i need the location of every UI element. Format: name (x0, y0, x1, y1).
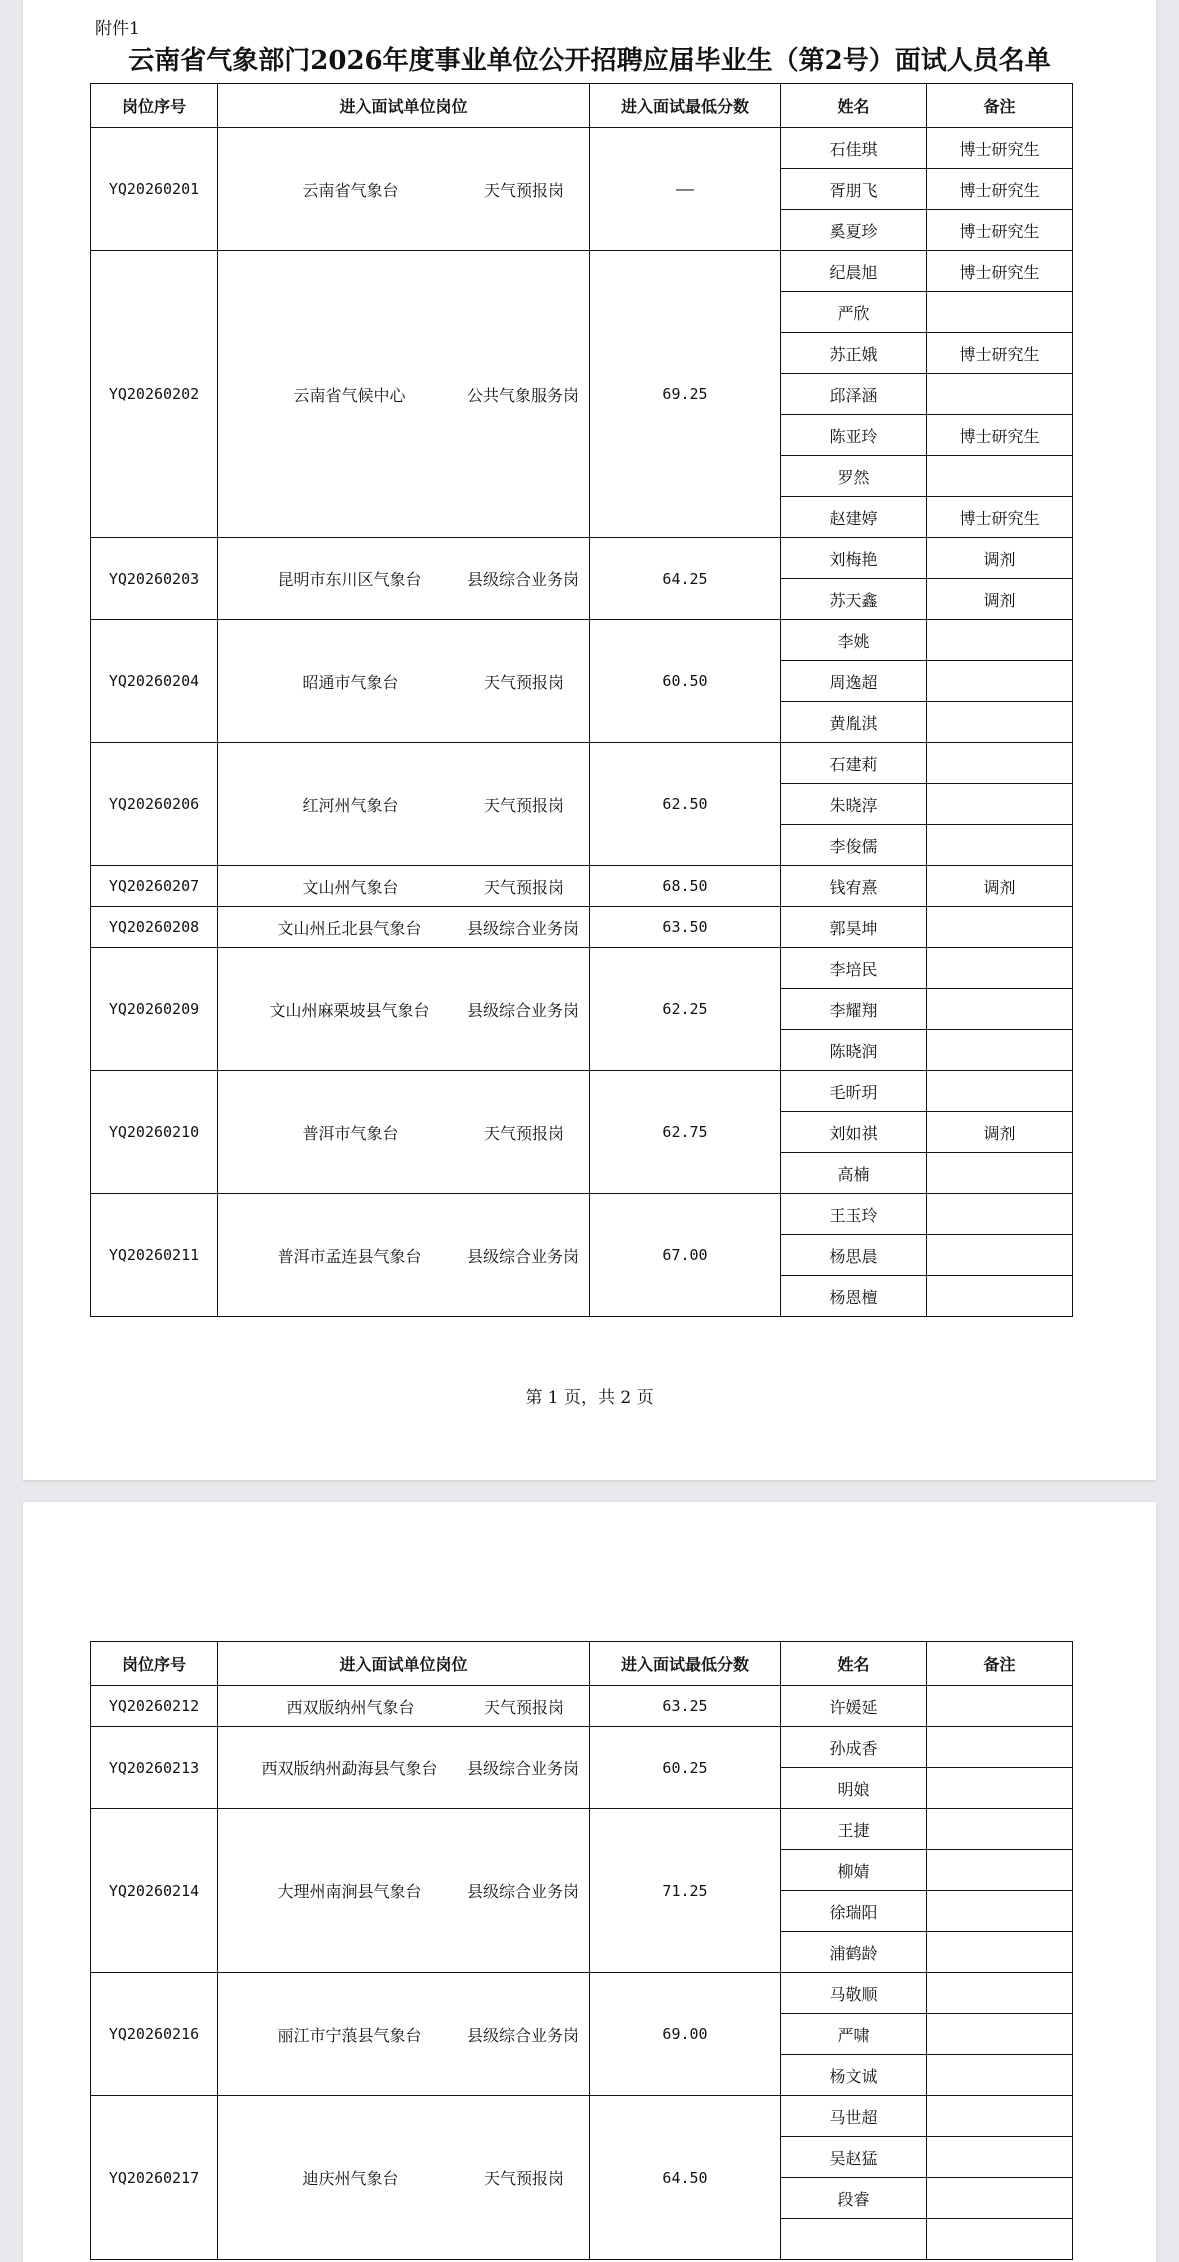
candidate-name: 吴赵猛 (781, 2137, 927, 2178)
min-score-cell: 64.50 (590, 2096, 781, 2260)
candidate-name: 郭昊坤 (781, 907, 927, 948)
position-name: 县级综合业务岗 (466, 570, 579, 589)
position-name: 县级综合业务岗 (466, 1000, 579, 1020)
candidate-name: 钱宥熹 (781, 866, 927, 907)
candidate-note (927, 292, 1073, 333)
candidate-note (927, 907, 1073, 948)
candidate-name: 明娘 (781, 1768, 927, 1809)
candidate-name: 朱晓淳 (781, 784, 927, 825)
post-code-cell: YQ20260213 (91, 1727, 218, 1809)
table-row (91, 907, 1073, 948)
min-score-cell: 63.25 (590, 1686, 781, 1727)
candidate-name: 王捷 (781, 1809, 927, 1850)
post-code-cell: YQ20260210 (91, 1071, 218, 1194)
candidate-note (927, 2178, 1073, 2219)
post-code-cell: YQ20260204 (91, 620, 218, 743)
candidate-note: 调剂 (927, 538, 1073, 579)
post-code-cell: YQ20260212 (91, 1686, 218, 1727)
min-score-cell: 67.00 (590, 1194, 781, 1317)
candidate-name: 苏天鑫 (781, 579, 927, 620)
candidate-note: 博士研究生 (927, 128, 1073, 169)
position-name: 天气预报岗 (483, 1123, 564, 1143)
post-code-cell: YQ20260202 (91, 251, 218, 538)
header-post-code: 岗位序号 (91, 1642, 218, 1686)
table-row (91, 2096, 1073, 2137)
unit-position-wrap (218, 1244, 589, 1267)
unit-position-cell (218, 866, 590, 907)
unit-name: 文山州气象台 (302, 877, 399, 897)
candidate-name: 杨文诚 (781, 2055, 927, 2096)
unit-name: 西双版纳州气象台 (286, 1697, 415, 1717)
min-score-cell: 69.00 (590, 1973, 781, 2096)
candidate-name: 柳婧 (781, 1850, 927, 1891)
post-code-cell: YQ20260207 (91, 866, 218, 907)
candidate-note (927, 661, 1073, 702)
position-name: 县级综合业务岗 (466, 1246, 579, 1266)
table-body (91, 128, 1073, 1317)
document-page-1 (23, 0, 1156, 1480)
candidate-note (927, 1686, 1073, 1727)
table-header-row (91, 84, 1073, 128)
table-row (91, 620, 1073, 661)
header-post-code: 岗位序号 (91, 84, 218, 128)
header-name: 姓名 (781, 84, 927, 128)
candidate-note (927, 1153, 1073, 1194)
unit-name: 红河州气象台 (302, 795, 399, 815)
candidate-name: 石建莉 (781, 743, 927, 784)
candidate-note: 博士研究生 (927, 210, 1073, 251)
unit-position-cell (218, 1071, 590, 1194)
candidate-name: 李培民 (781, 948, 927, 989)
candidate-note (927, 1891, 1073, 1932)
candidate-name: 徐瑞阳 (781, 1891, 927, 1932)
table-row (91, 251, 1073, 292)
table-row (91, 1973, 1073, 2014)
unit-position-cell (218, 1727, 590, 1809)
candidate-note (927, 1194, 1073, 1235)
header-unit-position: 进入面试单位岗位 (218, 84, 590, 128)
candidate-note: 博士研究生 (927, 497, 1073, 538)
candidate-name: 周逸超 (781, 661, 927, 702)
unit-name: 丽江市宁蒗县气象台 (277, 2025, 422, 2045)
unit-position-wrap (218, 383, 589, 406)
position-name: 天气预报岗 (483, 2169, 564, 2188)
post-code-cell: YQ20260203 (91, 538, 218, 620)
interview-table-page-2 (90, 1641, 1073, 2260)
candidate-name: 王玉玲 (781, 1194, 927, 1235)
table-body (91, 1686, 1073, 2260)
unit-position-wrap (218, 916, 589, 939)
post-code-cell: YQ20260201 (91, 128, 218, 251)
document-title: 云南省气象部门2026年度事业单位公开招聘应届毕业生（第2号）面试人员名单 (128, 46, 1051, 76)
unit-position-cell (218, 620, 590, 743)
header-min-score: 进入面试最低分数 (590, 1642, 781, 1686)
unit-position-wrap (218, 178, 589, 201)
post-code-cell: YQ20260209 (91, 948, 218, 1071)
position-name: 县级综合业务岗 (466, 1759, 579, 1778)
candidate-name: 李耀翔 (781, 989, 927, 1030)
header-name: 姓名 (781, 1642, 927, 1686)
candidate-note (927, 948, 1073, 989)
candidate-note (927, 2219, 1073, 2260)
table-row (91, 948, 1073, 989)
candidate-name: 段睿 (781, 2178, 927, 2219)
table-header-row (91, 1642, 1073, 1686)
candidate-name: 杨思晨 (781, 1235, 927, 1276)
table-row (91, 128, 1073, 169)
position-name: 县级综合业务岗 (466, 1882, 579, 1901)
candidate-note (927, 743, 1073, 784)
candidate-name: 黄胤淇 (781, 702, 927, 743)
candidate-note: 调剂 (927, 1112, 1073, 1153)
unit-position-cell (218, 743, 590, 866)
candidate-name: 马世超 (781, 2096, 927, 2137)
page-footer: 第 1 页，共 2 页 (525, 1388, 654, 1408)
unit-position-cell (218, 538, 590, 620)
unit-name: 西双版纳州勐海县气象台 (261, 1759, 438, 1778)
post-code-cell: YQ20260206 (91, 743, 218, 866)
candidate-note (927, 1727, 1073, 1768)
post-code-cell: YQ20260211 (91, 1194, 218, 1317)
candidate-note (927, 784, 1073, 825)
header-min-score: 进入面试最低分数 (590, 84, 781, 128)
unit-position-wrap (218, 1695, 589, 1718)
candidate-note: 博士研究生 (927, 169, 1073, 210)
table-row (91, 1809, 1073, 1850)
min-score-cell: 68.50 (590, 866, 781, 907)
attachment-label: 附件1 (95, 19, 140, 39)
unit-name: 迪庆州气象台 (302, 2169, 399, 2188)
header-note: 备注 (927, 1642, 1073, 1686)
table-row (91, 743, 1073, 784)
min-score-cell: 71.25 (590, 1809, 781, 1973)
table-row (91, 866, 1073, 907)
unit-position-wrap (218, 567, 589, 590)
candidate-name: 纪晨旭 (781, 251, 927, 292)
min-score-cell: 60.25 (590, 1727, 781, 1809)
position-name: 县级综合业务岗 (466, 2025, 579, 2045)
unit-position-cell (218, 948, 590, 1071)
candidate-name: 毛昕玥 (781, 1071, 927, 1112)
unit-position-wrap (218, 670, 589, 693)
candidate-note (927, 2137, 1073, 2178)
candidate-name: 许媛延 (781, 1686, 927, 1727)
unit-name: 文山州麻栗坡县气象台 (269, 1000, 430, 1020)
post-code-cell: YQ20260214 (91, 1809, 218, 1973)
candidate-note (927, 825, 1073, 866)
unit-position-wrap (218, 1879, 589, 1902)
candidate-note (927, 374, 1073, 415)
unit-name: 昆明市东川区气象台 (277, 570, 422, 589)
table-row (91, 538, 1073, 579)
candidate-note (927, 1932, 1073, 1973)
candidate-name: 马敬顺 (781, 1973, 927, 2014)
header-unit-position: 进入面试单位岗位 (218, 1642, 590, 1686)
candidate-name: 严啸 (781, 2014, 927, 2055)
candidate-note: 博士研究生 (927, 333, 1073, 374)
interview-table-page-1 (90, 83, 1073, 1317)
candidate-note (927, 1030, 1073, 1071)
unit-name: 昭通市气象台 (302, 672, 399, 692)
unit-position-wrap (218, 1756, 589, 1779)
candidate-note (927, 989, 1073, 1030)
candidate-note (927, 1071, 1073, 1112)
position-name: 公共气象服务岗 (466, 385, 579, 405)
unit-name: 大理州南涧县气象台 (277, 1882, 422, 1901)
candidate-name: 胥朋飞 (781, 169, 927, 210)
table-row (91, 1727, 1073, 1768)
document-page-2 (23, 1502, 1156, 2262)
unit-name: 云南省气候中心 (293, 385, 406, 405)
candidate-name: 赵建婷 (781, 497, 927, 538)
candidate-name: 浦鹤龄 (781, 1932, 927, 1973)
candidate-name: 罗然 (781, 456, 927, 497)
candidate-note (927, 2055, 1073, 2096)
candidate-name: 陈亚玲 (781, 415, 927, 456)
position-name: 县级综合业务岗 (466, 918, 579, 938)
unit-position-wrap (218, 1121, 589, 1144)
unit-position-cell (218, 128, 590, 251)
table-row (91, 1686, 1073, 1727)
candidate-note (927, 1973, 1073, 2014)
min-score-cell: 60.50 (590, 620, 781, 743)
min-score-cell: 62.75 (590, 1071, 781, 1194)
candidate-name: 李姚 (781, 620, 927, 661)
unit-position-cell (218, 1973, 590, 2096)
candidate-note (927, 1809, 1073, 1850)
min-score-cell: 69.25 (590, 251, 781, 538)
table-row (91, 1071, 1073, 1112)
candidate-note (927, 2096, 1073, 2137)
unit-name: 普洱市孟连县气象台 (277, 1246, 422, 1266)
unit-position-cell (218, 251, 590, 538)
unit-position-wrap (218, 998, 589, 1021)
candidate-name: 刘如祺 (781, 1112, 927, 1153)
post-code-cell: YQ20260208 (91, 907, 218, 948)
unit-name: 文山州丘北县气象台 (277, 918, 422, 938)
unit-position-cell (218, 907, 590, 948)
min-score-cell: 64.25 (590, 538, 781, 620)
candidate-note: 博士研究生 (927, 251, 1073, 292)
min-score-cell: —— (590, 128, 781, 251)
candidate-note: 调剂 (927, 866, 1073, 907)
candidate-note: 博士研究生 (927, 415, 1073, 456)
min-score-cell: 63.50 (590, 907, 781, 948)
candidate-name: 苏正娥 (781, 333, 927, 374)
candidate-name: 严欣 (781, 292, 927, 333)
candidate-note (927, 1276, 1073, 1317)
unit-position-wrap (218, 2023, 589, 2046)
unit-name: 云南省气象台 (302, 180, 399, 200)
candidate-name: 李俊儒 (781, 825, 927, 866)
candidate-note (927, 2014, 1073, 2055)
min-score-cell: 62.25 (590, 948, 781, 1071)
unit-name: 普洱市气象台 (302, 1123, 399, 1143)
post-code-cell: YQ20260217 (91, 2096, 218, 2260)
candidate-note (927, 620, 1073, 661)
unit-position-wrap (218, 793, 589, 816)
post-code-cell: YQ20260216 (91, 1973, 218, 2096)
candidate-name: 刘梅艳 (781, 538, 927, 579)
unit-position-cell (218, 1809, 590, 1973)
candidate-name: 杨恩檀 (781, 1276, 927, 1317)
candidate-name: 邱泽涵 (781, 374, 927, 415)
unit-position-cell (218, 2096, 590, 2260)
position-name: 天气预报岗 (483, 180, 564, 200)
position-name: 天气预报岗 (483, 1697, 564, 1717)
candidate-name: 石佳琪 (781, 128, 927, 169)
candidate-name: 奚夏珍 (781, 210, 927, 251)
candidate-note (927, 702, 1073, 743)
table-row (91, 1194, 1073, 1235)
candidate-note (927, 1235, 1073, 1276)
unit-position-cell (218, 1194, 590, 1317)
unit-position-wrap (218, 2166, 589, 2189)
candidate-name (781, 2219, 927, 2260)
position-name: 天气预报岗 (483, 877, 564, 897)
candidate-name: 陈晓润 (781, 1030, 927, 1071)
candidate-note (927, 1850, 1073, 1891)
position-name: 天气预报岗 (483, 795, 564, 815)
unit-position-wrap (218, 875, 589, 898)
position-name: 天气预报岗 (483, 672, 564, 692)
unit-position-cell (218, 1686, 590, 1727)
candidate-name: 孙成香 (781, 1727, 927, 1768)
candidate-note (927, 1768, 1073, 1809)
min-score-cell: 62.50 (590, 743, 781, 866)
candidate-note (927, 456, 1073, 497)
candidate-name: 高楠 (781, 1153, 927, 1194)
candidate-note: 调剂 (927, 579, 1073, 620)
header-note: 备注 (927, 84, 1073, 128)
